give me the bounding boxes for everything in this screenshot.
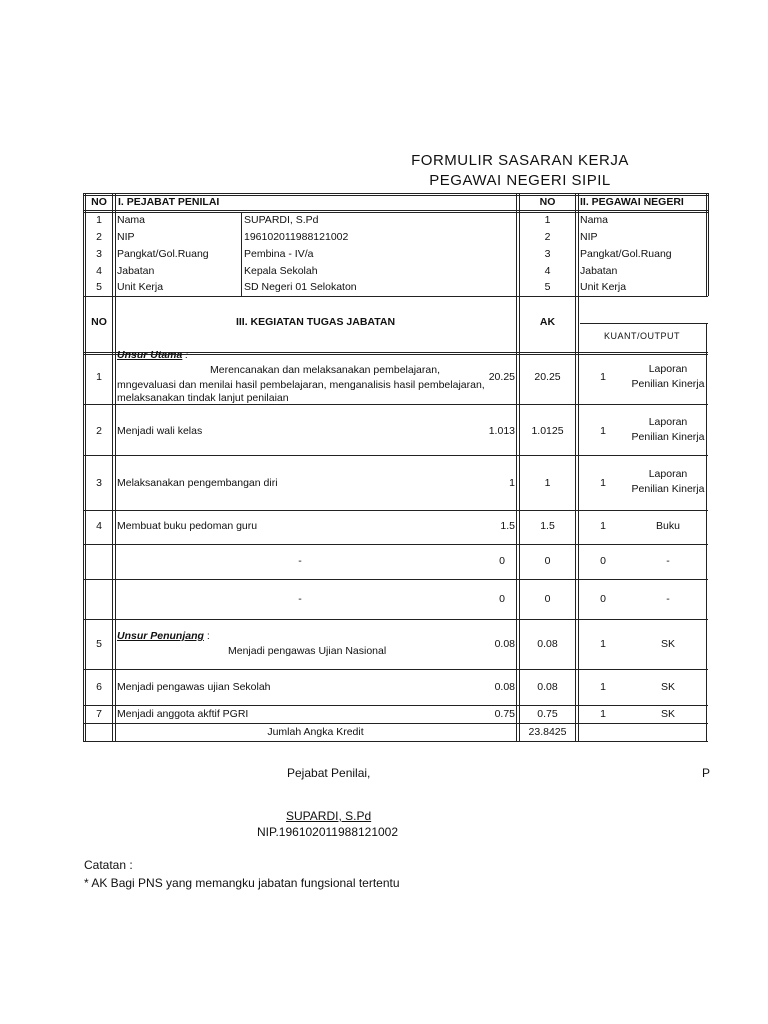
s1-row-value: SUPARDI, S.Pd — [244, 214, 319, 226]
s1-row-label: Jabatan — [117, 265, 155, 277]
row-output-2: Penilian Kinerja — [631, 431, 705, 443]
signer-name: SUPARDI, S.Pd — [286, 809, 372, 823]
section2-no-header: NO — [539, 196, 556, 208]
s1-row-no: 2 — [96, 231, 102, 243]
row-ak: 0 — [544, 555, 551, 567]
row-value: 1 — [509, 477, 515, 489]
row-output: SK — [660, 638, 675, 650]
row-no: 1 — [96, 371, 102, 383]
row-kuant: 1 — [600, 681, 606, 693]
s1-row-label: Pangkat/Gol.Ruang — [117, 248, 209, 260]
s1-row-no: 1 — [96, 214, 102, 226]
s1-row-label: Unit Kerja — [117, 281, 164, 293]
form-title-line2: PEGAWAI NEGERI SIPIL — [429, 172, 611, 189]
row-ak: 0.08 — [537, 681, 558, 693]
section3-header: III. KEGIATAN TUGAS JABATAN — [235, 316, 396, 328]
row-no: 6 — [96, 681, 102, 693]
row-kuant: 1 — [600, 477, 606, 489]
s1-row-label: NIP — [117, 231, 135, 243]
s1-row-value: Pembina - IV/a — [244, 248, 314, 260]
s1-row-label: Nama — [117, 214, 146, 226]
row-value: 0.75 — [494, 708, 515, 720]
row-kuant: 0 — [600, 555, 606, 567]
unsur-utama-label: Unsur Utama : — [117, 349, 189, 361]
row-value: 0 — [499, 555, 505, 567]
s2-row-no: 3 — [544, 248, 551, 260]
activity-line: Membuat buku pedoman guru — [117, 520, 258, 532]
activity-line: Menjadi pengawas Ujian Nasional — [228, 645, 387, 657]
row-value: 1.5 — [500, 520, 515, 532]
s1-row-value: Kepala Sekolah — [244, 265, 318, 277]
row-ak: 1.0125 — [531, 425, 564, 437]
row-ak: 0.08 — [537, 638, 558, 650]
s1-row-value: 196102011988121002 — [244, 231, 349, 243]
row-kuant: 1 — [600, 425, 606, 437]
s2-row-label: Nama — [580, 214, 609, 226]
row-no: 3 — [96, 477, 102, 489]
row-value: 1.013 — [488, 425, 515, 437]
activity-line: Menjadi anggota akftif PGRI — [117, 708, 249, 720]
row-value: 20.25 — [488, 371, 515, 383]
s2-row-no: 2 — [544, 231, 551, 243]
row-ak: 0 — [544, 593, 551, 605]
row-no: 5 — [96, 638, 102, 650]
s1-row-no: 3 — [96, 248, 102, 260]
s2-row-no: 1 — [544, 214, 551, 226]
activity-line: mngevaluasi dan menilai hasil pembelajaran, menganalisis hasil pembelajaran, — [117, 379, 485, 391]
s2-row-label: NIP — [580, 231, 598, 243]
s2-row-label: Pangkat/Gol.Ruang — [580, 248, 672, 260]
s2-row-no: 4 — [544, 265, 551, 277]
row-ak: 20.25 — [534, 371, 561, 383]
section2-header: II. PEGAWAI NEGERI — [580, 196, 684, 208]
ak-header: AK — [539, 316, 556, 328]
activity-line: melaksanakan tindak lanjut penilaian — [117, 392, 289, 403]
row-kuant: 1 — [600, 520, 606, 532]
activity-line: Melaksanakan pengembangan diri — [117, 477, 278, 489]
s1-row-no: 5 — [96, 281, 102, 293]
row-output: SK — [660, 708, 675, 720]
activity-line: Merencanakan dan melaksanakan pembelajaran, — [210, 364, 440, 376]
row-kuant: 0 — [600, 593, 606, 605]
row-ak: 1.5 — [540, 520, 555, 532]
signer-nip: NIP.196102011988121002 — [257, 825, 399, 839]
row-ak: 1 — [544, 477, 551, 489]
pejabat-penilai-label: Pejabat Penilai, — [287, 766, 371, 780]
row-value: 0.08 — [494, 681, 515, 693]
row-no: 4 — [96, 520, 102, 532]
total-value: 23.8425 — [528, 726, 567, 738]
unsur-penunjang-label: Unsur Penunjang : — [117, 630, 210, 642]
s2-row-label: Jabatan — [580, 265, 618, 277]
right-signature-label: P — [702, 766, 711, 780]
activity-line: Menjadi wali kelas — [117, 425, 203, 437]
row-no: 2 — [96, 425, 102, 437]
form-title-line1: FORMULIR SASARAN KERJA — [411, 152, 629, 169]
row-kuant: 1 — [600, 638, 606, 650]
section1-header: I. PEJABAT PENILAI — [118, 196, 220, 208]
s2-row-no: 5 — [544, 281, 551, 293]
row-output: Laporan — [648, 468, 688, 480]
row-output-2: Penilian Kinerja — [631, 378, 705, 390]
row-kuant: 1 — [600, 371, 606, 383]
activity-line: Menjadi pengawas ujian Sekolah — [117, 681, 271, 693]
section1-no-header: NO — [91, 196, 107, 208]
row-output: Laporan — [648, 363, 688, 375]
s1-row-value: SD Negeri 01 Selokaton — [244, 281, 357, 293]
activity-line: - — [298, 593, 302, 605]
row-output: SK — [660, 681, 675, 693]
section3-no-header: NO — [91, 316, 107, 328]
row-kuant: 1 — [600, 708, 606, 720]
row-output: Laporan — [648, 416, 688, 428]
s1-row-no: 4 — [96, 265, 102, 277]
total-label: Jumlah Angka Kredit — [267, 726, 364, 738]
row-output-2: Penilian Kinerja — [631, 483, 705, 495]
s2-row-label: Unit Kerja — [580, 281, 627, 293]
row-no: 7 — [96, 708, 102, 720]
activity-line: - — [298, 555, 302, 567]
catatan-note: * AK Bagi PNS yang memangku jabatan fungsional tertentu — [84, 876, 400, 890]
row-ak: 0.75 — [537, 708, 558, 720]
catatan-label: Catatan : — [84, 858, 133, 872]
kuant-output-header: KUANT/OUTPUT — [603, 331, 680, 341]
row-value: 0 — [499, 593, 505, 605]
row-output: - — [666, 593, 670, 605]
row-value: 0.08 — [494, 638, 515, 650]
row-output: Buku — [656, 520, 680, 532]
row-output: - — [666, 555, 670, 567]
